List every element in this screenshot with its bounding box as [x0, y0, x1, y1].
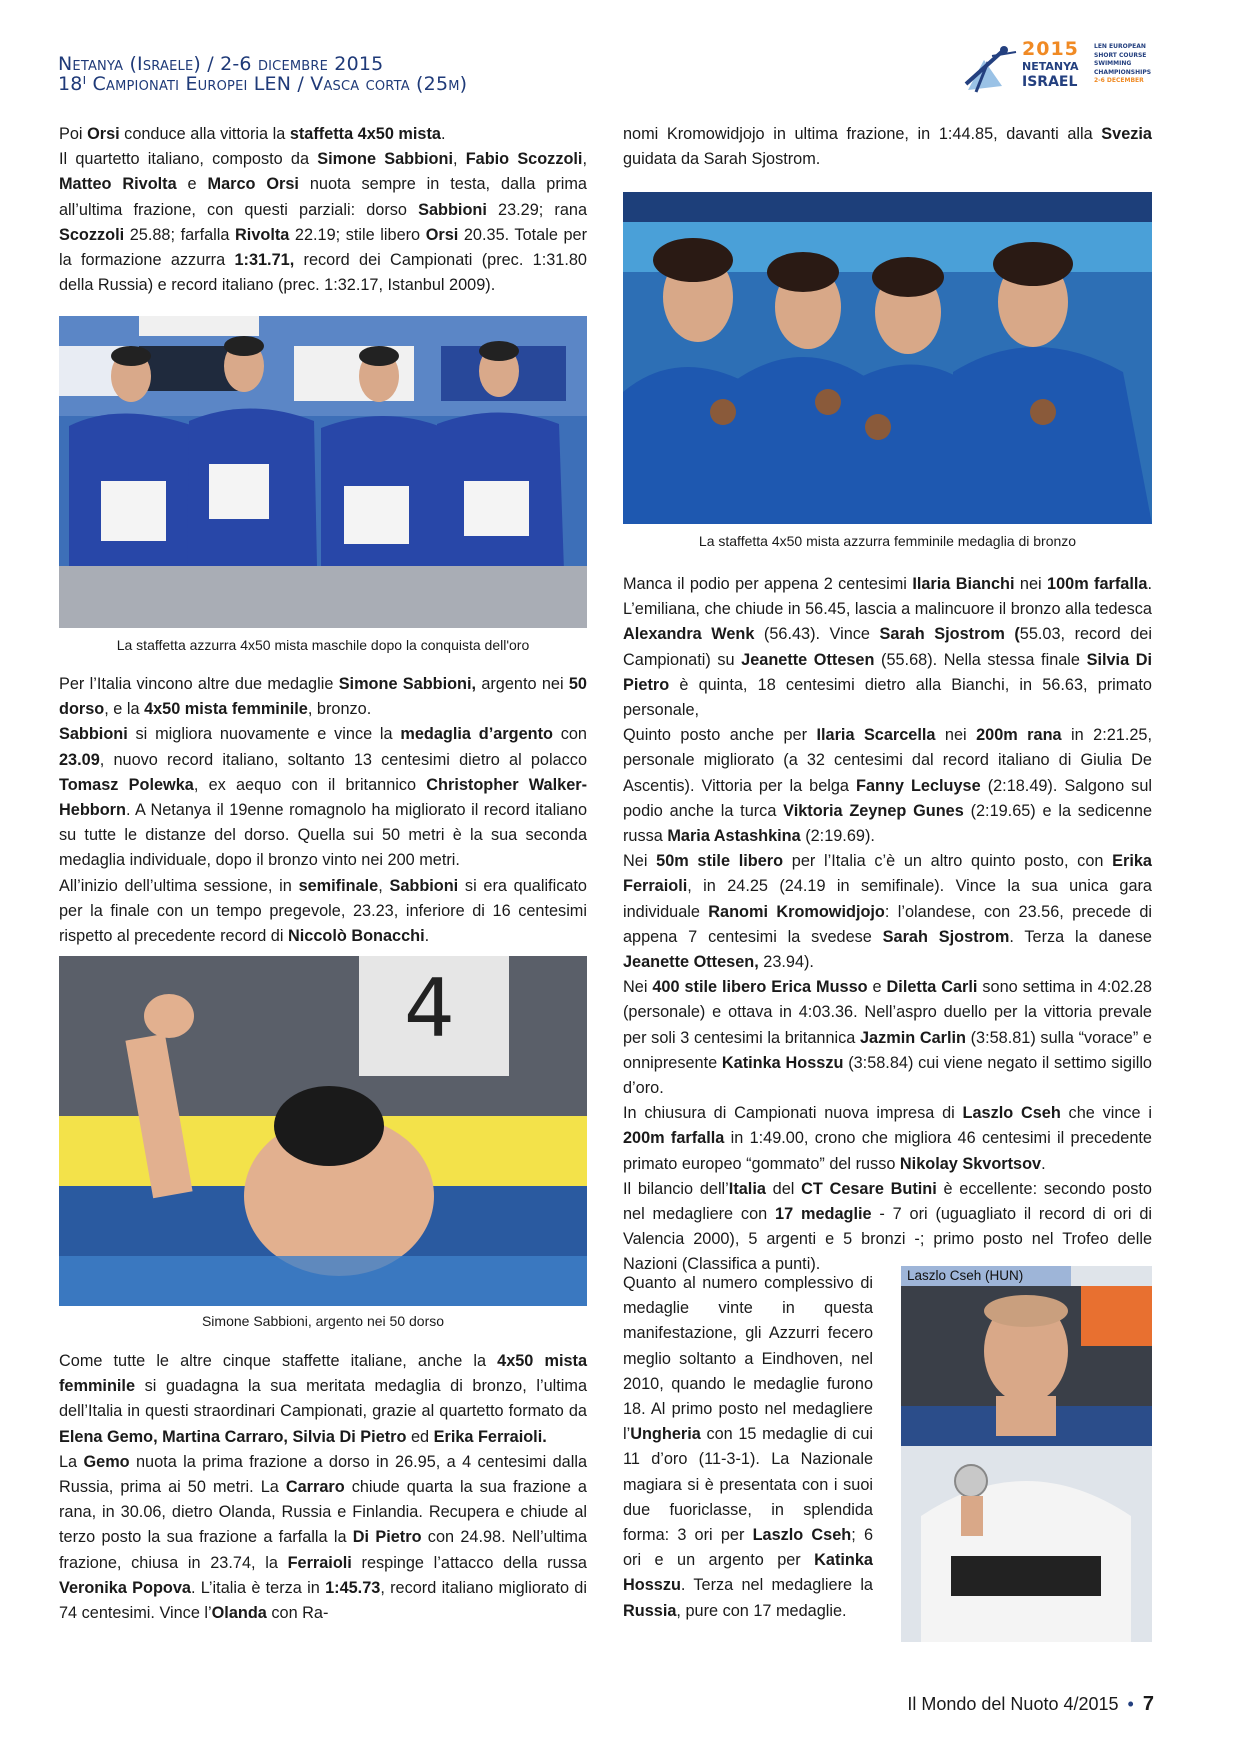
- text-run: ,: [378, 876, 390, 895]
- bold-text: Silvia Di Pietro: [623, 650, 1152, 694]
- bold-text: Jazmin Carlin: [859, 1028, 966, 1047]
- bold-text: Christopher Walker-Hebborn: [59, 775, 588, 820]
- text-run: (55.68). Nella stessa finale: [874, 650, 1087, 669]
- text-run: . A Netanya il 19enne romagnolo ha migliorato il record italiano su tutte le distanze del dorso. Quella sui 50 metri è la sua seconda medaglia individuale, dopo il bronzo vinto nei 200 metri.: [59, 801, 587, 870]
- text-run: Il quartetto italiano, composto da: [59, 150, 318, 169]
- text-run: [1005, 625, 1015, 643]
- bold-text: Ranomi Kromowidjojo: [708, 902, 885, 921]
- bold-text: 100m farfalla: [1047, 575, 1148, 593]
- text-run: in 1:49.00, crono che migliora 46 centesimi il precedente primato europeo “gommato” del russo: [623, 1129, 1152, 1173]
- bold-text: Alexandra Wenk: [623, 625, 755, 644]
- text-run: nuota sempre in testa, dalla prima all’ultima frazione, con questi parziali: dorso: [59, 175, 587, 219]
- text-run: , in 24.25 (24.19 in semifinale). Vince la sua unica gara individuale: [623, 877, 1152, 921]
- text-run: La: [59, 1452, 84, 1471]
- bold-text: Ilaria Scarcella: [816, 726, 936, 745]
- text-run: All’inizio dell’ultima sessione, in: [59, 876, 299, 895]
- text-run: 23.29; rana: [486, 200, 587, 219]
- bold-text: Sabbioni: [389, 876, 459, 895]
- text-run: . L’emiliana, che chiude in 56.45, lascia a malincuore il bronzo alla tedesca: [623, 575, 1152, 619]
- text-run: con: [552, 725, 587, 744]
- text-run: (56.43). Vince: [754, 625, 880, 644]
- left-text-block-2: [59, 672, 587, 949]
- bold-text: Erika Ferraioli.: [433, 1427, 547, 1446]
- bold-text: Katinka Hosszu: [721, 1053, 844, 1072]
- text-run: per l’Italia c’è un altro quinto posto, con: [783, 852, 1113, 871]
- bold-text: 1:31.71,: [234, 251, 295, 270]
- text-run: nei: [1014, 575, 1048, 593]
- bold-text: Di Pietro: [352, 1528, 422, 1547]
- text-run: Poi: [59, 125, 88, 143]
- bold-text: Jeanette Ottesen,: [623, 953, 759, 972]
- photo-laszlo-cseh: [901, 1266, 1152, 1642]
- text-run: . Terza nel medagliere la: [680, 1576, 873, 1595]
- bold-text: Sabbioni: [59, 725, 128, 744]
- text-run: e: [176, 175, 208, 194]
- bold-text: Orsi: [425, 225, 459, 244]
- header-event-line: Netanya (Israele) / 2-6 dicembre 2015: [58, 53, 384, 75]
- text-run: in 2:21.25, personale migliorato (a 32 centesimi dal record italiano di Giulia De Ascentis). Vittoria per la belga: [623, 726, 1152, 795]
- bold-text: 4x50 mista femminile: [59, 1352, 587, 1396]
- text-run: , record italiano migliorato di 74 centesimi. Vince l’: [59, 1578, 587, 1623]
- championship-logo: [962, 38, 1162, 96]
- svg-text:4: 4: [404, 962, 455, 1055]
- bold-text: (: [1014, 625, 1020, 644]
- bold-text: Veronika Popova: [59, 1578, 191, 1597]
- bold-text: 23.09: [59, 750, 100, 769]
- text-run: .: [424, 927, 430, 946]
- paragraph: [623, 122, 1152, 172]
- text-run: ; 6 ori e un argento per: [623, 1526, 873, 1570]
- text-run: . L’italia è terza in: [190, 1578, 326, 1597]
- bold-text: Erika Ferraioli: [623, 852, 1152, 896]
- page-number: 7: [1142, 1693, 1154, 1715]
- logo-dates: 2-6 DECEMBER: [1094, 77, 1144, 84]
- photo-caption-sabbioni: Simone Sabbioni, argento nei 50 dorso: [201, 1313, 445, 1329]
- bold-text: Matteo Rivolta: [59, 175, 177, 194]
- bold-text: Ferraioli: [287, 1553, 352, 1572]
- bold-text: Sarah Sjostrom: [879, 625, 1005, 644]
- paragraph: [59, 1450, 587, 1626]
- text-run: ,: [582, 150, 587, 169]
- text-run: Nei: [623, 852, 657, 871]
- logo-subtitle-line: SHORT COURSE: [1094, 51, 1147, 59]
- photo-label-cseh: Laszlo Cseh (HUN): [907, 1268, 1024, 1283]
- bold-text: Rivolta: [235, 225, 290, 244]
- bold-text: Orsi: [87, 125, 120, 143]
- text-run: Per l’Italia vincono altre due medaglie: [59, 675, 339, 693]
- text-run: (3:58.84) cui viene negato il settimo sigillo d’oro.: [623, 1053, 1152, 1098]
- page-footer: [907, 1693, 1154, 1716]
- bold-text: Jeanette Ottesen: [741, 650, 875, 669]
- bold-text: CT Cesare Butini: [801, 1179, 937, 1198]
- cseh-image: [901, 1266, 1152, 1642]
- photo-women-relay-medals: [623, 192, 1152, 524]
- men-relay-image: [59, 316, 587, 628]
- text-run: Quanto al numero complessivo di medaglie vinte in questa manifestazione, gli Azzurri fecero meglio soltanto a Eindhoven, nel 2010, quando le medaglie furono 18. Al primo posto nel medagliere l’: [623, 1274, 873, 1444]
- women-relay-image: [623, 192, 1152, 524]
- bold-text: Olanda: [211, 1604, 267, 1623]
- text-run: con 24.98. Nell’ultima frazione, chiusa in 23.74, la: [59, 1528, 587, 1572]
- swimmer-logo-icon: [962, 40, 1020, 94]
- paragraph: [59, 147, 587, 298]
- bold-text: Simone Sabbioni,: [338, 675, 477, 693]
- bold-text: Laszlo Cseh: [962, 1104, 1061, 1123]
- bold-text: Marco Orsi: [207, 175, 299, 194]
- photo-sabbioni-celebration: [59, 956, 587, 1306]
- bold-text: Maria Astashkina: [667, 827, 801, 846]
- right-text-block-1: [623, 122, 1152, 172]
- text-run: con Ra-: [266, 1604, 329, 1623]
- bold-text: Sarah Sjostrom: [882, 927, 1010, 946]
- right-text-block-2: [623, 572, 1152, 1278]
- text-run: si guadagna la sua meritata medaglia di bronzo, l’ultima dell’Italia in questi straordinari Campionati, grazie al quartetto formato da: [59, 1377, 587, 1421]
- paragraph: [623, 975, 1152, 1101]
- bold-text: 50 dorso: [59, 675, 587, 719]
- text-run: si era qualificato per la finale con un tempo pregevole, 23.23, inferiore di 16 centesimi rispetto al precedente record di: [59, 876, 587, 946]
- photo-caption-women-relay: La staffetta 4x50 mista azzurra femminile medaglia di bronzo: [698, 533, 1077, 549]
- header-championship-line: 18ᴵ Campionati Europei LEN / Vasca corta (25m): [58, 73, 468, 95]
- bold-text: Elena Gemo, Martina Carraro, Silvia Di Pietro: [59, 1427, 407, 1446]
- text-run: 22.19; stile libero: [289, 225, 426, 244]
- bold-text: 50m stile libero: [656, 852, 784, 871]
- text-run: con 15 medaglie di cui 11 d’oro (11-3-1). La Nazionale magiara si è presentata con i suoi due fuoriclasse, in splendida forma: 3 ori per: [623, 1425, 873, 1545]
- magazine-name: Il Mondo del Nuoto 4/2015: [907, 1694, 1119, 1714]
- bold-text: Fabio Scozzoli: [465, 150, 583, 169]
- bold-text: Carraro: [285, 1478, 345, 1497]
- text-run: : l’olandese, con 23.56, precede di appena 7 centesimi la svedese: [623, 902, 1153, 946]
- paragraph: [623, 849, 1152, 975]
- logo-subtitle-line: CHAMPIONSHIPS: [1094, 68, 1152, 76]
- bold-text: Niccolò Bonacchi: [287, 927, 425, 946]
- logo-subtitle-line: SWIMMING: [1094, 60, 1132, 67]
- paragraph: [59, 722, 587, 873]
- bold-text: Diletta Carli: [886, 978, 978, 997]
- text-run: si migliora nuovamente e vince la: [127, 725, 401, 744]
- text-run: Il bilancio dell’: [623, 1179, 729, 1198]
- text-run: record dei Campionati (prec. 1:31.80 della Russia) e record italiano (prec. 1:32.17, Istanbul 2009).: [59, 251, 587, 295]
- bold-text: medaglia d’argento: [400, 725, 553, 744]
- right-text-block-3: [623, 1271, 873, 1624]
- bold-text: Gemo: [83, 1452, 130, 1471]
- paragraph: [623, 1101, 1152, 1177]
- text-run: sono settima in 4:02.28 (personale) e ottava in 4:03.36. Nell’aspro duello per la vittoria prevale per soli 3 centesimi la britannica: [623, 978, 1152, 1047]
- logo-country: ISRAEL: [1022, 74, 1078, 90]
- text-run: 25.88; farfalla: [124, 225, 236, 244]
- text-run: Quinto posto anche per: [623, 726, 817, 745]
- text-run: nomi Kromowidjojo in ultima frazione, in 1:44.85, davanti alla: [623, 125, 1102, 143]
- text-run: guidata da Sarah Sjostrom.: [623, 150, 821, 169]
- text-run: (2:18.49). Salgono sul podio anche la turca: [623, 776, 1152, 820]
- bold-text: Tomasz Polewka: [59, 775, 194, 794]
- text-run: , pure con 17 medaglie.: [676, 1601, 847, 1620]
- text-run: (2:19.69).: [800, 827, 875, 846]
- text-run: , bronzo.: [307, 700, 372, 719]
- bold-text: 1:45.73: [325, 1578, 381, 1597]
- text-run: Manca il podio per appena 2 centesimi: [623, 575, 913, 593]
- text-run: (2:19.65) e la sedicenne russa: [623, 801, 1152, 846]
- paragraph: [623, 572, 1152, 723]
- text-run: 20.35. Totale per la formazione azzurra: [59, 225, 587, 270]
- text-run: argento nei: [476, 675, 569, 693]
- bold-text: Sabbioni: [418, 200, 487, 219]
- text-run: .: [440, 125, 446, 143]
- bold-text: semifinale: [298, 876, 379, 895]
- paragraph: [623, 723, 1152, 849]
- paragraph: [623, 1177, 1152, 1278]
- bold-text: Scozzoli: [59, 225, 125, 244]
- photo-caption-men-relay: La staffetta azzurra 4x50 mista maschile dopo la conquista dell'oro: [116, 637, 530, 653]
- text-run: , nuovo record italiano, soltanto 13 centesimi dietro al polacco: [99, 750, 587, 769]
- paragraph: [59, 1349, 587, 1450]
- logo-city: NETANYA: [1022, 60, 1079, 73]
- text-run: conduce alla vittoria la: [119, 125, 290, 143]
- text-run: Come tutte le altre cinque staffette italiane, anche la: [59, 1352, 498, 1370]
- text-run: del: [765, 1179, 802, 1198]
- paragraph: [623, 1271, 873, 1624]
- text-run: In chiusura di Campionati nuova impresa di: [623, 1104, 963, 1123]
- paragraph: [59, 122, 587, 147]
- text-run: e: [867, 978, 887, 997]
- text-run: .: [1041, 1154, 1046, 1173]
- page-header: [58, 54, 467, 94]
- text-run: ,: [452, 150, 466, 169]
- bold-text: 4x50 mista femminile: [144, 700, 308, 719]
- text-run: 23.94).: [758, 953, 814, 972]
- text-run: ed: [406, 1427, 434, 1446]
- text-run: respinge l’attacco della russa: [351, 1553, 587, 1572]
- bold-text: Ungheria: [630, 1425, 701, 1444]
- text-run: è quinta, 18 centesimi dietro alla Bianchi, in 56.63, primato personale,: [623, 675, 1152, 720]
- text-run: 55.03, record dei Campionati) su: [623, 625, 1152, 669]
- bold-text: Svezia: [1101, 125, 1152, 143]
- text-run: nei: [935, 726, 977, 745]
- bold-text: Russia: [623, 1601, 677, 1620]
- text-run: , e la: [104, 700, 145, 719]
- logo-subtitle-line: LEN EUROPEAN: [1094, 43, 1146, 50]
- logo-subtitle: [1094, 43, 1164, 86]
- paragraph: [59, 874, 587, 950]
- text-run: . Terza la danese: [1009, 927, 1152, 946]
- bold-text: Ilaria Bianchi: [912, 575, 1015, 593]
- logo-year: 2015: [1022, 38, 1079, 60]
- footer-separator: •: [1127, 1694, 1134, 1714]
- bold-text: Simone Sabbioni: [317, 150, 453, 169]
- bold-text: Italia: [728, 1179, 766, 1198]
- text-run: Nei: [623, 978, 653, 997]
- paragraph: [59, 672, 587, 722]
- bold-text: Laszlo Cseh: [752, 1526, 852, 1545]
- left-text-block-1: [59, 122, 587, 298]
- bold-text: Viktoria Zeynep Gunes: [783, 801, 964, 820]
- bold-text: 200m rana: [976, 726, 1062, 745]
- bold-text: 400 stile libero Erica Musso: [652, 978, 868, 997]
- bold-text: 17 medaglie: [775, 1205, 872, 1224]
- text-run: (3:58.81) sulla “vorace” e onnipresente: [623, 1028, 1152, 1072]
- text-run: che vince i: [1060, 1104, 1152, 1123]
- sabbioni-image: [59, 956, 587, 1306]
- bold-text: Fanny Lecluyse: [856, 776, 981, 795]
- text-run: è eccellente: secondo posto nel medagliere con: [623, 1179, 1152, 1224]
- text-run: - 7 ori (uguagliato il record di ori di Valencia 2000), 5 argenti e 5 bronzi -; primo posto nel Trofeo delle Nazioni (Classifica a punti).: [623, 1205, 1152, 1274]
- bold-text: Katinka Hosszu: [623, 1551, 873, 1595]
- bold-text: Nikolay Skvortsov: [899, 1154, 1042, 1173]
- text-run: , ex aequo con il britannico: [193, 775, 427, 794]
- bold-text: 200m farfalla: [623, 1129, 725, 1148]
- text-run: nuota la prima frazione a dorso in 26.95, a 4 centesimi dalla Russia, prima ai 50 metri. La: [59, 1452, 588, 1497]
- text-run: chiude quarta la sua frazione a rana, in 30.06, dietro Olanda, Russia e Finlandia. Recupera e chiude al terzo posto la sua frazione a farfalla la: [59, 1478, 587, 1547]
- left-text-block-3: [59, 1349, 587, 1626]
- bold-text: staffetta 4x50 mista: [289, 125, 441, 143]
- photo-men-relay-podium: [59, 316, 587, 628]
